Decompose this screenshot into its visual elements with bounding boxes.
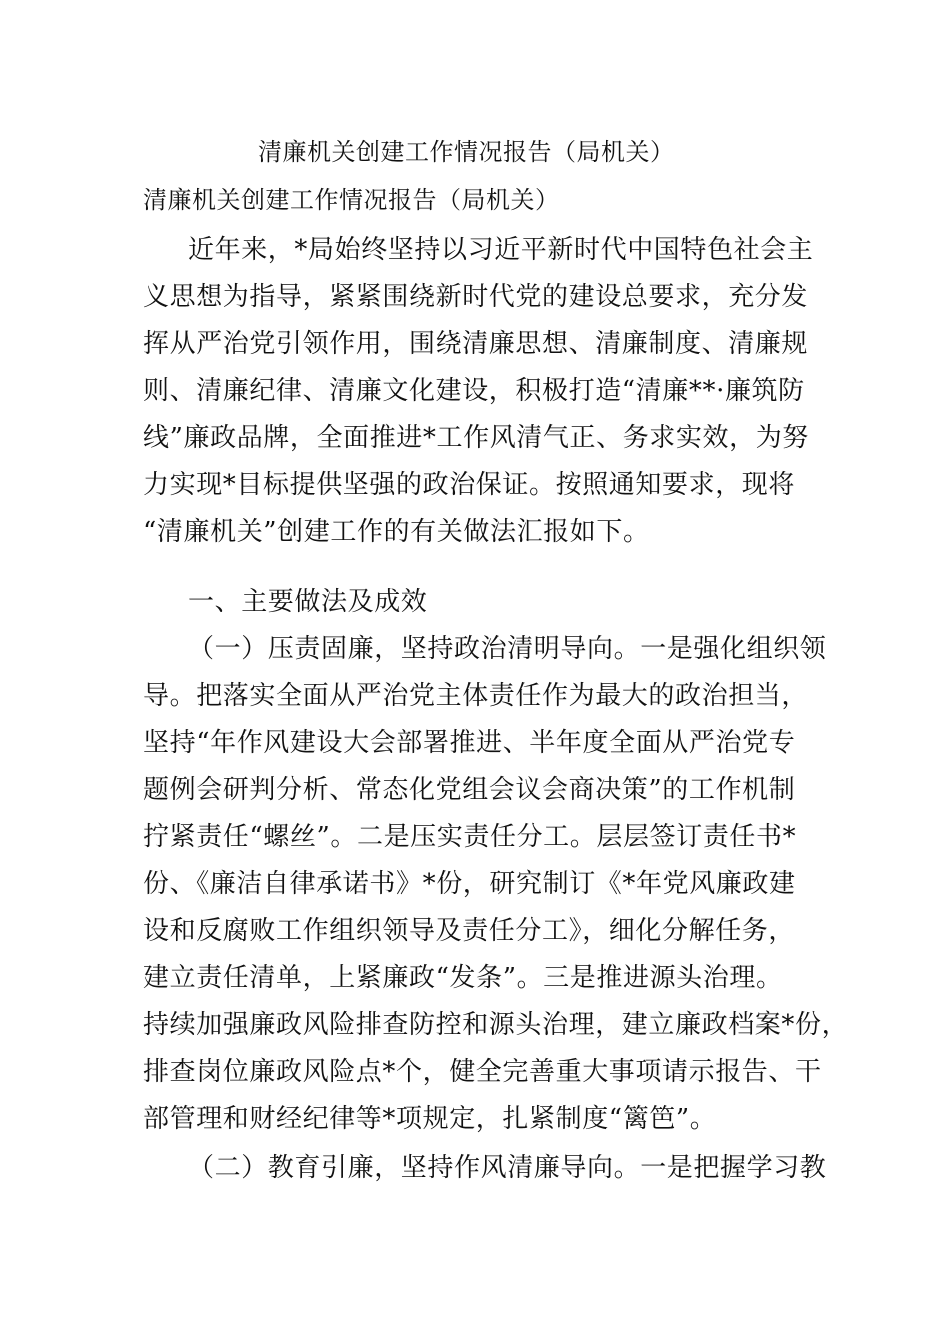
document-subtitle: 清廉机关创建工作情况报告（局机关） bbox=[143, 186, 560, 214]
paragraph-line: 建立责任清单，上紧廉政“发条”。三是推进源头治理。 bbox=[143, 963, 783, 993]
paragraph-line: 挥从严治党引领作用，围绕清廉思想、清廉制度、清廉规 bbox=[143, 329, 809, 359]
paragraph-line: （一）压责固廉，坚持政治清明导向。一是强化组织领 bbox=[188, 634, 827, 664]
paragraph-line: 排查岗位廉政风险点*个，健全完善重大事项请示报告、干 bbox=[143, 1057, 822, 1087]
section-heading: 一、主要做法及成效 bbox=[188, 587, 428, 617]
paragraph-line: 拧紧责任“螺丝”。二是压实责任分工。层层签订责任书* bbox=[143, 822, 797, 852]
paragraph-line: 线”廉政品牌，全面推进*工作风清气正、务求实效，为努 bbox=[143, 423, 809, 453]
document-title: 清廉机关创建工作情况报告（局机关） bbox=[258, 138, 675, 166]
paragraph-line: 设和反腐败工作组织领导及责任分工》，细化分解任务， bbox=[143, 916, 796, 946]
paragraph-line: （二）教育引廉，坚持作风清廉导向。一是把握学习教 bbox=[188, 1153, 827, 1183]
paragraph-line: 部管理和财经纪律等*项规定，扎紧制度“篱笆”。 bbox=[143, 1104, 717, 1134]
paragraph-line: 份、《廉洁自律承诺书》*份，研究制订《*年党风廉政建 bbox=[143, 869, 796, 899]
paragraph-line: 题例会研判分析、常态化党组会议会商决策”的工作机制 bbox=[143, 775, 796, 805]
paragraph-line: 义思想为指导，紧紧围绕新时代党的建设总要求，充分发 bbox=[143, 282, 809, 312]
paragraph-line: 近年来，*局始终坚持以习近平新时代中国特色社会主 bbox=[188, 235, 814, 265]
paragraph-line: 力实现*目标提供坚强的政治保证。按照通知要求，现将 bbox=[143, 470, 796, 500]
paragraph-line: 持续加强廉政风险排查防控和源头治理，建立廉政档案*份， bbox=[143, 1010, 849, 1040]
paragraph-line: 则、清廉纪律、清廉文化建设，积极打造“清廉**·廉筑防 bbox=[143, 376, 805, 406]
paragraph-line: 导。把落实全面从严治党主体责任作为最大的政治担当， bbox=[143, 681, 809, 711]
paragraph-line: “清廉机关”创建工作的有关做法汇报如下。 bbox=[143, 517, 650, 547]
paragraph-line: 坚持“年作风建设大会部署推进、半年度全面从严治党专 bbox=[143, 728, 796, 758]
